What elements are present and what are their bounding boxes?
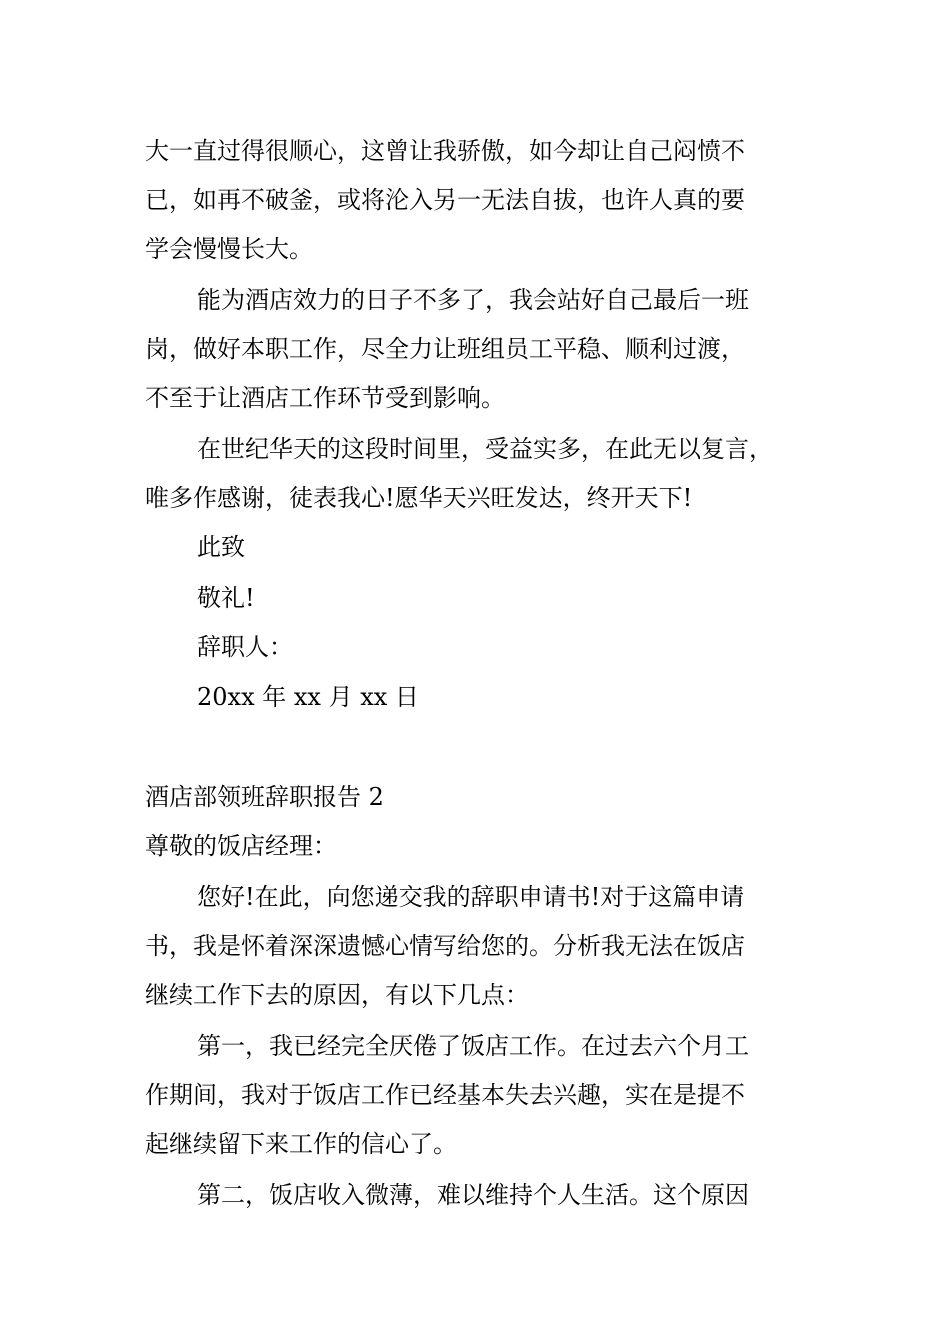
body-line: 已，如再不破釜，或将沦入另一无法自拔，也许人真的要 — [145, 186, 745, 214]
body-line: 书，我是怀着深深遗憾心情写给您的。分析我无法在饭店 — [145, 932, 745, 960]
closing-line: 此致 — [197, 533, 245, 561]
body-line: 第一，我已经完全厌倦了饭店工作。在过去六个月工 — [197, 1032, 749, 1060]
body-line: 唯多作感谢，徒表我心!愿华天兴旺发达，终开天下! — [145, 484, 693, 512]
body-line: 大一直过得很顺心，这曾让我骄傲，如今却让自己闷愤不 — [145, 137, 745, 165]
body-line: 学会慢慢长大。 — [145, 235, 313, 263]
body-line: 能为酒店效力的日子不多了，我会站好自己最后一班 — [197, 286, 749, 314]
body-line: 不至于让酒店工作环节受到影响。 — [145, 384, 505, 412]
body-line: 作期间，我对于饭店工作已经基本失去兴趣，实在是提不 — [145, 1081, 745, 1109]
date-line: 20xx 年 xx 月 xx 日 — [197, 683, 419, 711]
closing-line: 敬礼! — [197, 584, 255, 612]
section-title: 酒店部领班辞职报告 2 — [145, 783, 384, 811]
body-line: 继续工作下去的原因，有以下几点： — [145, 981, 529, 1009]
body-line: 您好!在此，向您递交我的辞职申请书!对于这篇申请 — [197, 883, 745, 911]
salutation: 尊敬的饭店经理： — [145, 832, 337, 860]
body-line: 岗，做好本职工作，尽全力让班组员工平稳、顺利过渡， — [145, 335, 745, 363]
body-line: 在世纪华天的这段时间里，受益实多，在此无以复言， — [197, 435, 773, 463]
body-line: 起继续留下来工作的信心了。 — [145, 1130, 457, 1158]
body-line: 第二，饭店收入微薄，难以维持个人生活。这个原因 — [197, 1181, 749, 1209]
signature-line: 辞职人： — [197, 633, 293, 661]
